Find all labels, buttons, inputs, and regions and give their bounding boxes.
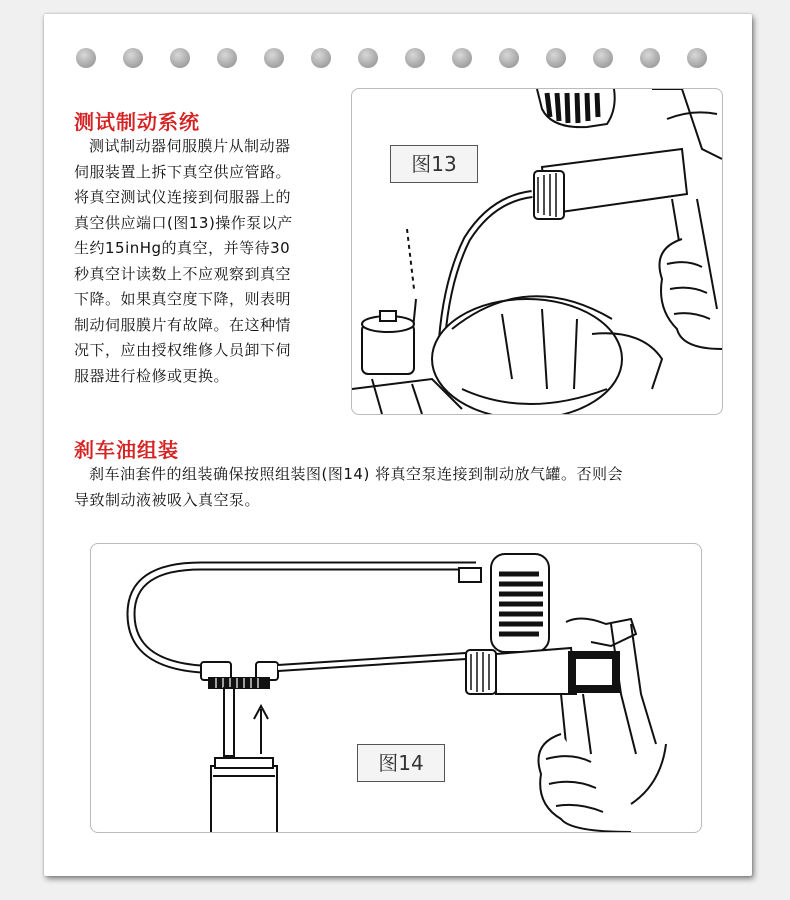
brake-test-paragraph — [74, 134, 346, 389]
text-line: 将真空测试仪连接到伺服器上的 — [74, 188, 292, 206]
binder-hole — [593, 48, 613, 68]
text-line: 服器进行检修或更换。 — [74, 366, 230, 385]
section-heading-brake-fluid-assembly: 刹车油组装 — [74, 438, 179, 462]
binder-hole — [405, 48, 425, 68]
text-line: 导致制动液被吸入真空泵。 — [74, 490, 261, 509]
binder-hole — [170, 48, 190, 68]
text-line: 秒真空计读数上不应观察到真空 — [74, 264, 292, 283]
binder-hole — [499, 48, 519, 68]
text-line: 况下，应由授权维修人员卸下伺 — [74, 341, 292, 359]
text-line: 下降。如果真空度下降，则表明 — [74, 290, 292, 308]
figure-13-vacuum-tester-on-servo — [351, 88, 723, 415]
text-line: 生约15inHg的真空，并等待30 — [74, 239, 291, 257]
section-heading-brake-test: 测试制动系统 — [74, 110, 200, 134]
binder-hole — [123, 48, 143, 68]
figure-14-assembly-diagram — [90, 543, 702, 833]
brake-fluid-paragraph — [74, 462, 734, 513]
figure-14-illustration — [91, 544, 701, 832]
figure-14-label: 图14 — [357, 744, 445, 782]
binder-hole — [311, 48, 331, 68]
text-line: 伺服装置上拆下真空供应管路。 — [74, 162, 292, 181]
binder-hole — [358, 48, 378, 68]
binder-hole — [640, 48, 660, 68]
text-line: 真空供应端口(图13)操作泵以产 — [74, 213, 293, 232]
binder-hole — [452, 48, 472, 68]
binder-hole — [76, 48, 96, 68]
binder-hole — [687, 48, 707, 68]
text-line: 刹车油套件的组装确保按照组装图(图14) 将真空泵连接到制动放气罐。否则会 — [89, 465, 624, 483]
binder-hole — [264, 48, 284, 68]
binder-hole — [217, 48, 237, 68]
figure-13-label: 图13 — [390, 145, 478, 183]
figure-13-illustration — [352, 89, 722, 414]
binder-hole — [546, 48, 566, 68]
text-line: 制动伺服膜片有故障。在这种情 — [74, 315, 292, 334]
text-line: 测试制动器伺服膜片从制动器 — [89, 137, 291, 155]
